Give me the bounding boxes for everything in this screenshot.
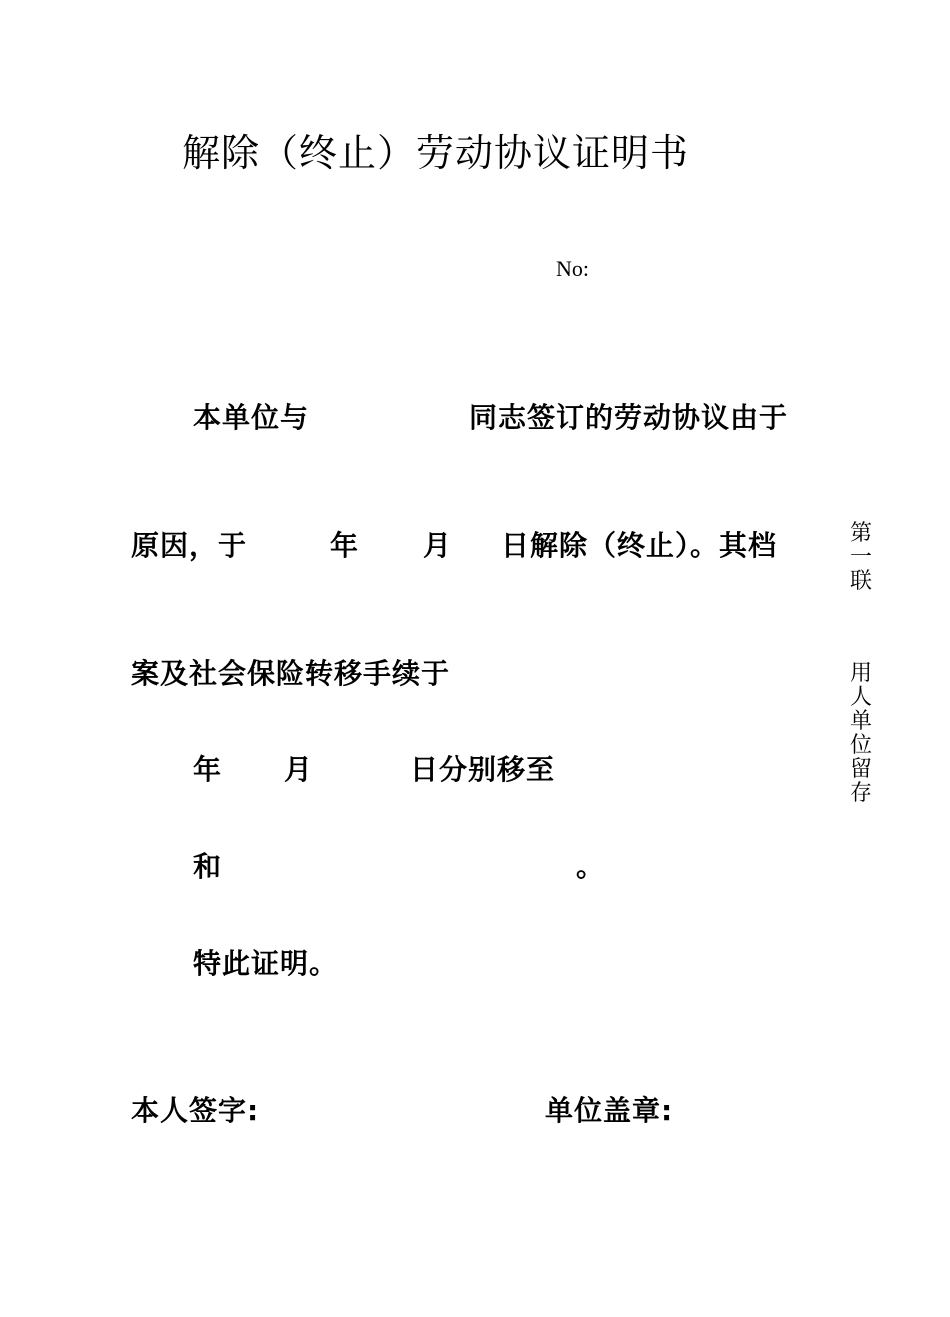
signature-label: 本人签字: (131, 1094, 260, 1127)
copy-label-vertical (846, 522, 876, 594)
line4-year: 年 (193, 753, 223, 786)
copy-label-char: 一 (849, 545, 872, 570)
purpose-label-char: 单 (849, 709, 872, 734)
stamp-label: 单位盖章: (545, 1094, 674, 1127)
line3-text: 案及社会保险转移手续于 (131, 657, 451, 690)
purpose-label-char: 位 (849, 733, 872, 758)
line4-text-b: 日分别移至 (410, 753, 556, 786)
purpose-label-char: 留 (849, 757, 872, 782)
line2-month: 月 (423, 529, 453, 562)
line4-month: 月 (284, 753, 314, 786)
document-number-label: No: (556, 256, 589, 281)
copy-label-char: 第 (849, 521, 872, 546)
line1-text-a: 本单位与 (193, 401, 310, 434)
line2-text-a: 原因，于 (131, 529, 248, 562)
purpose-label-char: 存 (849, 781, 872, 806)
purpose-label-char: 人 (849, 685, 872, 710)
line5-text-a: 和 (193, 850, 223, 883)
copy-label-char: 联 (849, 569, 872, 594)
line5-end: 。 (576, 850, 606, 883)
line6-text: 特此证明。 (193, 947, 339, 980)
line2-text-b: 日解除（终止）。其档 (501, 529, 778, 562)
purpose-label-vertical (846, 662, 876, 806)
document-title: 解除（终止）劳动协议证明书 (182, 131, 690, 175)
line2-year: 年 (330, 529, 360, 562)
purpose-label-char: 用 (849, 661, 872, 686)
line1-text-b: 同志签订的劳动协议由于 (469, 401, 789, 434)
